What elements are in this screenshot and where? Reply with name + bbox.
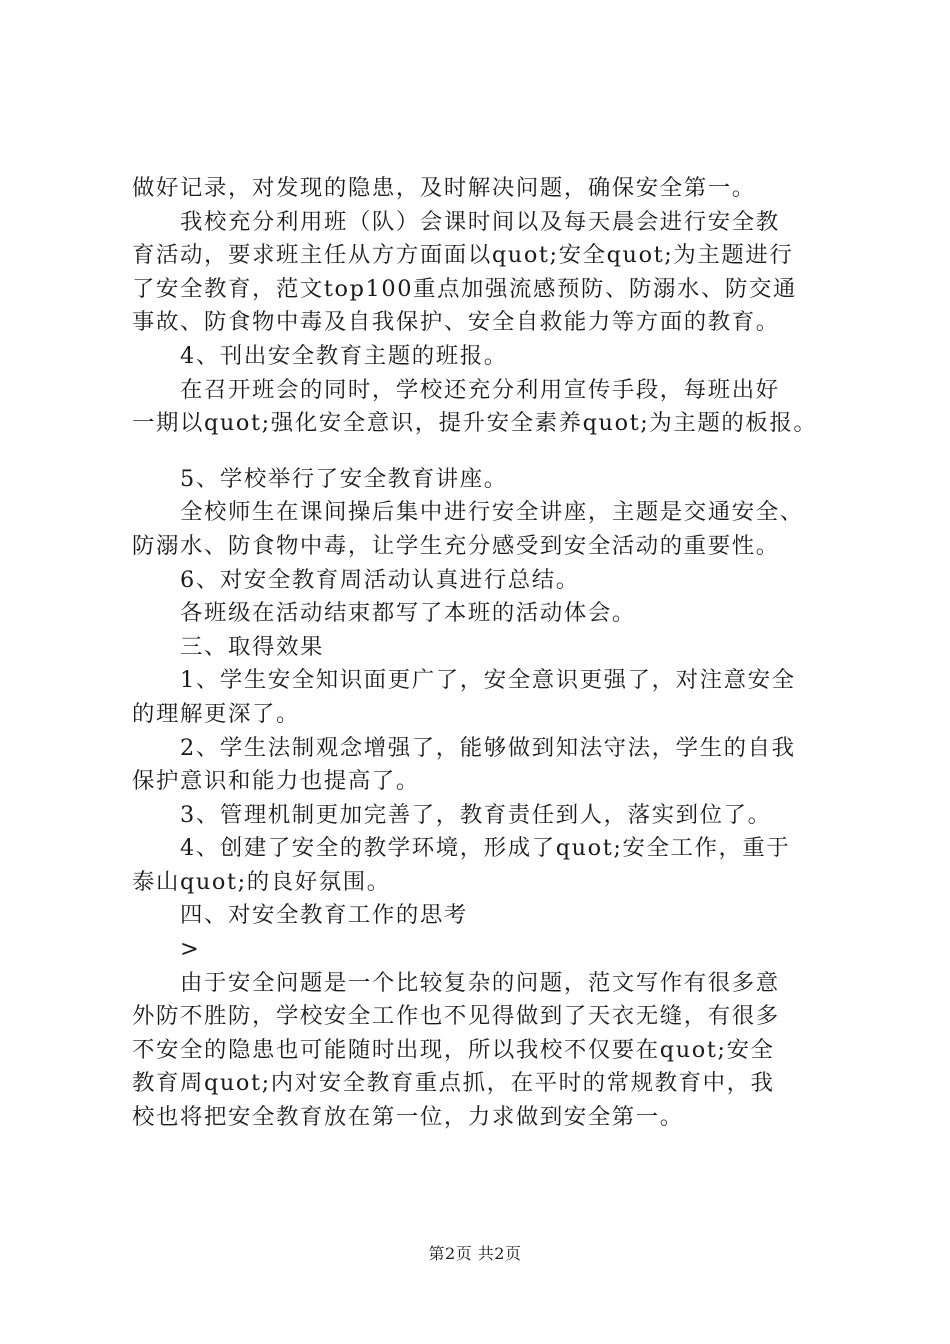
text-line: 在召开班会的同时，学校还充分利用宣传手段，每班出好	[180, 376, 780, 403]
text-line: 做好记录，对发现的隐患，及时解决问题，确保安全第一。	[132, 175, 756, 201]
section-heading: 三、取得效果	[180, 633, 324, 660]
page-number-footer: 第2页 共2页	[428, 1244, 522, 1263]
list-item: 1、学生安全知识面更广了，安全意识更强了，对注意安全	[180, 667, 796, 694]
section-heading: 四、对安全教育工作的思考	[180, 902, 468, 929]
list-item: 2、学生法制观念增强了，能够做到知法守法，学生的自我	[180, 734, 796, 761]
text-line: 一期以quot;强化安全意识，提升安全素养quot;为主题的板报。	[132, 410, 818, 437]
text-line: 保护意识和能力也提高了。	[132, 768, 420, 795]
text-line: 各班级在活动结束都写了本班的活动体会。	[180, 600, 636, 627]
text-line: 了安全教育，范文top100重点加强流感预防、防溺水、防交通	[132, 275, 797, 302]
text-line: 校也将把安全教育放在第一位，力求做到安全第一。	[132, 1104, 684, 1131]
text-line: 防溺水、防食物中毒，让学生充分感受到安全活动的重要性。	[132, 532, 780, 559]
list-item-heading: 4、刊出安全教育主题的班报。	[180, 342, 508, 369]
list-item-heading: 5、学校举行了安全教育讲座。	[180, 465, 508, 492]
text-line: 教育周quot;内对安全教育重点抓，在平时的常规教育中，我	[132, 1070, 775, 1097]
text-line: 育活动，要求班主任从方方面面以quot;安全quot;为主题进行	[132, 242, 794, 269]
text-line: 我校充分利用班（队）会课时间以及每天晨会进行安全教	[180, 208, 780, 235]
stray-glyph: >	[180, 936, 201, 963]
list-item: 4、创建了安全的教学环境，形成了quot;安全工作，重于	[180, 835, 791, 862]
text-line: 的理解更深了。	[132, 700, 300, 727]
text-line: 由于安全问题是一个比较复杂的问题，范文写作有很多意	[180, 969, 780, 996]
list-item: 3、管理机制更加完善了，教育责任到人，落实到位了。	[180, 801, 772, 828]
text-line: 不安全的隐患也可能随时出现，所以我校不仅要在quot;安全	[132, 1036, 775, 1063]
text-line: 外防不胜防，学校安全工作也不见得做到了天衣无缝，有很多	[132, 1003, 780, 1030]
document-body	[132, 172, 844, 1135]
text-line: 全校师生在课间操后集中进行安全讲座，主题是交通安全、	[180, 499, 804, 526]
text-line: 事故、防食物中毒及自我保护、安全自救能力等方面的教育。	[132, 309, 780, 336]
list-item-heading: 6、对安全教育周活动认真进行总结。	[180, 566, 580, 593]
text-line: 泰山quot;的良好氛围。	[132, 868, 391, 895]
